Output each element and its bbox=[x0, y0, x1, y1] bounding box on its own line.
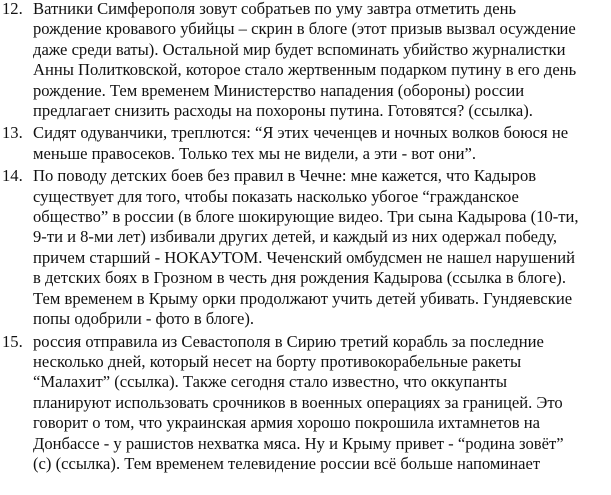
text-line: существует для того, чтобы показать насколько убогое “гражданское bbox=[33, 186, 519, 206]
text-line: причем старший - НОКАУТОМ. Чеченский омбудсмен не нашел нарушений bbox=[33, 247, 576, 267]
text-line: Ватники Симферополя зовут собратьев по уму завтра отметить день bbox=[33, 0, 517, 18]
list-item-14 bbox=[0, 166, 611, 329]
item-text bbox=[33, 166, 605, 329]
text-line: планируют использовать срочников в военных операциях за границей. Это bbox=[33, 392, 563, 412]
text-line: россия отправила из Севастополя в Сирию третий корабль за последние bbox=[33, 331, 544, 351]
text-line: рождение. Тем временем Министерство нападения (обороны) россии bbox=[33, 80, 525, 100]
text-line: 9-ти и 8-ми лет) избивали других детей, и каждый из них одержал победу, bbox=[33, 227, 557, 247]
item-number: 12. bbox=[2, 0, 23, 18]
text-line: “Малахит” (ссылка). Также сегодня стало известно, что оккупанты bbox=[33, 372, 507, 392]
text-line: попы одобрили - фото в блоге). bbox=[33, 309, 255, 329]
text-line: (с) (ссылка). Тем временем телевидение россии всё больше напоминает bbox=[33, 453, 541, 473]
text-line: несколько дней, который несет на борту противокорабельные ракеты bbox=[33, 351, 522, 371]
list-item-15 bbox=[0, 332, 611, 475]
item-number: 14. bbox=[2, 166, 23, 186]
item-text bbox=[33, 332, 605, 475]
text-line: говорит о том, что украинская армия хорошо покрошила ихтамнетов на bbox=[33, 413, 540, 433]
item-text bbox=[33, 0, 605, 121]
item-number: 13. bbox=[2, 123, 23, 143]
text-line: меньше правосеков. Только тех мы не видели, а эти - вот они”. bbox=[33, 143, 477, 163]
text-line: в детских боях в Грозном в честь дня рождения Кадырова (ссылка в блоге). bbox=[33, 268, 566, 288]
text-line: Анны Политковской, которое стало жертвенным подарком путину в его день bbox=[33, 60, 577, 80]
text-line: По поводу детских боев без правил в Чечне: мне кажется, что Кадыров bbox=[33, 166, 537, 186]
text-line: даже среди ваты). Остальной мир будет вспоминать убийство журналистки bbox=[33, 39, 566, 59]
text-line: Тем временем в Крыму орки продолжают учить детей убивать. Гундяевские bbox=[33, 288, 573, 308]
text-line: общество” в россии (в блоге шокирующие видео. Три сына Кадырова (10-ти, bbox=[33, 207, 579, 227]
text-line: Донбассе - у рашистов нехватка мяса. Ну и Крыму привет - “родина зовёт” bbox=[33, 433, 564, 453]
item-text bbox=[33, 123, 605, 164]
text-line: Сидят одуванчики, треплются: “Я этих чеченцев и ночных волков боюся не bbox=[33, 123, 569, 143]
item-number: 15. bbox=[2, 331, 23, 351]
list-item-13 bbox=[0, 123, 611, 164]
text-line: предлагает снизить расходы на похороны путина. Готовятся? (ссылка). bbox=[33, 101, 533, 121]
list-item-12 bbox=[0, 0, 611, 121]
text-line: рождение кровавого убийцы – скрин в блоге (этот призыв вызвал осуждение bbox=[33, 19, 576, 39]
